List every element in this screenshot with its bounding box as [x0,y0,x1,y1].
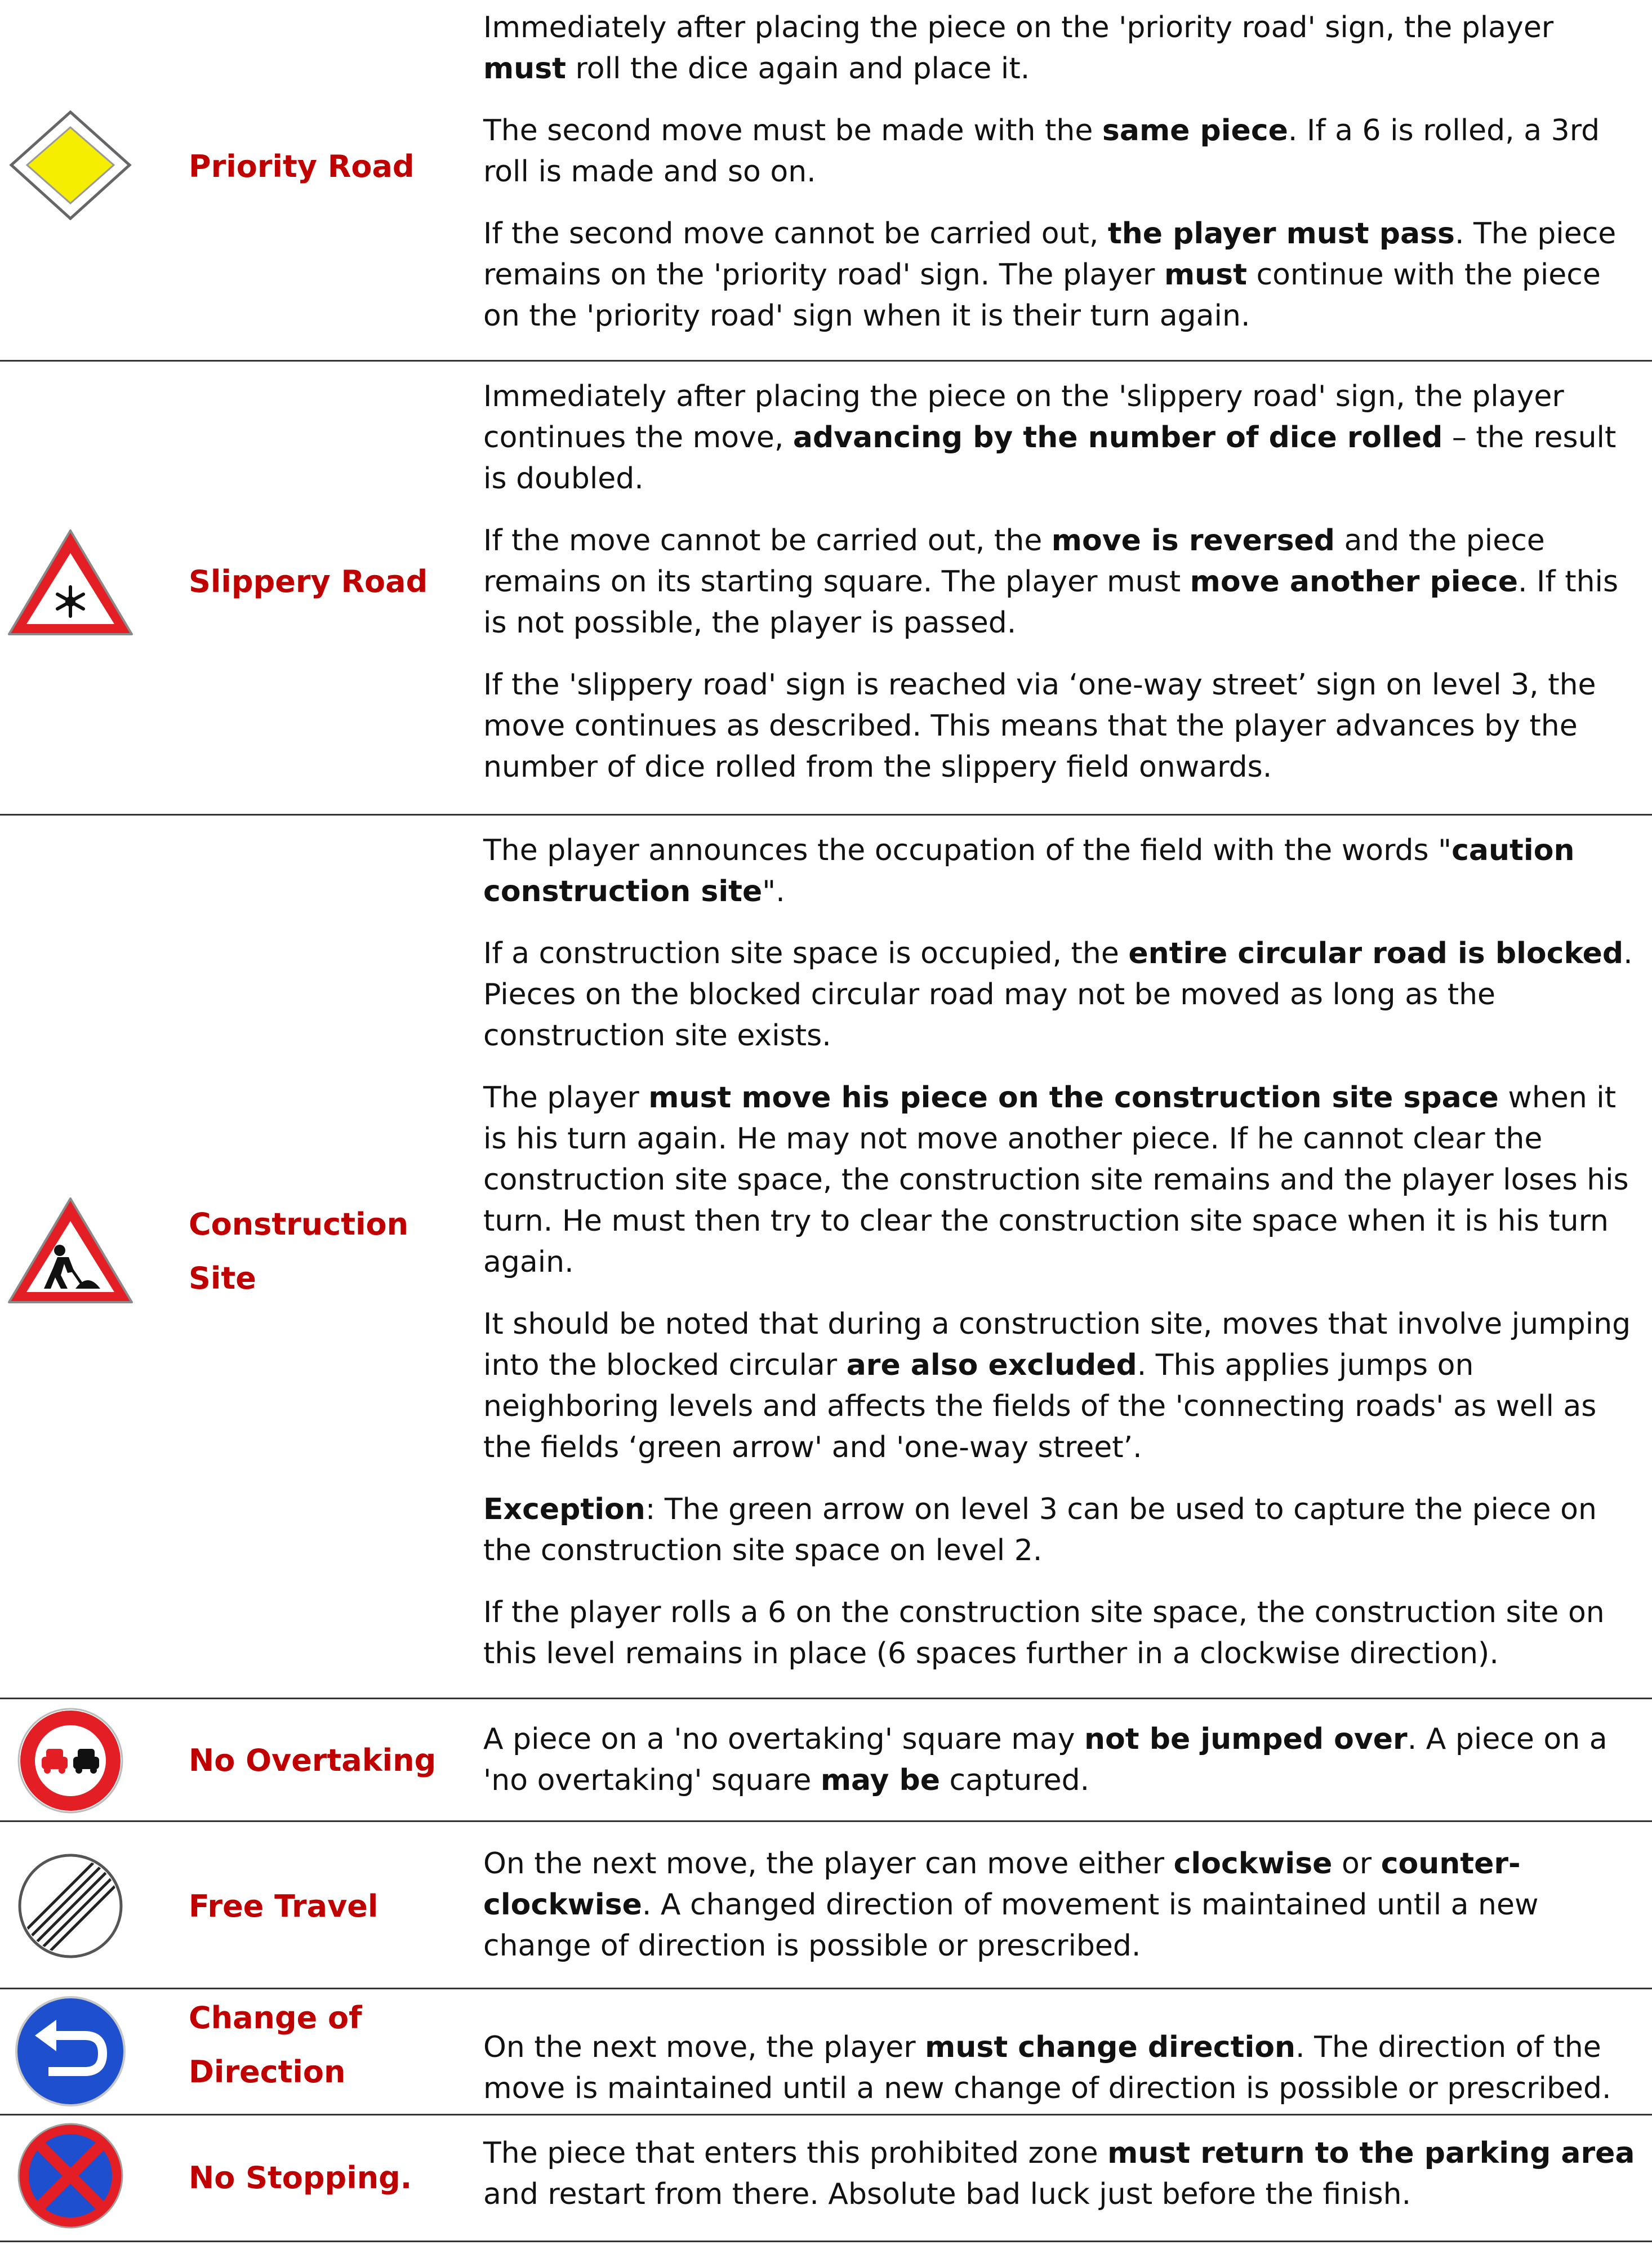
emphasis-text: caution construction site [483,834,1575,908]
term-label: No Stopping. [189,2160,412,2195]
description-paragraph [483,1843,1644,1967]
emphasis-text: advancing by the number of dice rolled [792,421,1443,455]
body-text: The player announces the occupation of the field with the words " [483,834,1452,867]
description-paragraph [483,2133,1644,2215]
body-text: ". [762,875,785,908]
rule-row-no-overtaking [0,1699,1652,1822]
body-text: . If this is not possible, the player is passed. [483,565,1619,640]
description-paragraph [483,1592,1644,1674]
body-text: captured. [940,1763,1090,1797]
emphasis-text: must change direction [925,2030,1296,2064]
term-label: Construction Site [189,1206,409,1296]
term-label: No Overtaking [189,1743,437,1778]
body-text: and restart from there. Absolute bad luck just before the finish. [483,2177,1411,2211]
description-paragraph [483,1489,1644,1571]
emphasis-text: entire circular road is blocked [1128,937,1624,970]
description-paragraph [483,665,1644,788]
body-text: . A changed direction of movement is maintained until a new change of direction is possible or prescribed. [483,1888,1539,1963]
emphasis-text: not be jumped over [1084,1722,1408,1756]
rule-description [483,7,1644,337]
body-text: If the 'slippery road' sign is reached via ‘one-way street’ sign on level 3, the move continues as described. This means that the player advances by the number of dice rolled from the slippery field onwards. [483,668,1596,784]
rule-row-change-of-direction [0,1989,1652,2115]
rule-description [483,2133,1644,2215]
emphasis-text: Exception [483,1493,645,1526]
term-label: Slippery Road [189,564,428,599]
body-text: Immediately after placing the piece on the 'priority road' sign, the player [483,11,1554,44]
end-of-restrictions-sign-icon [6,1851,135,1961]
body-text: or [1332,1847,1381,1881]
construction-site-sign-icon [6,1194,135,1307]
body-text: The player [483,1081,649,1115]
body-text: It should be noted that during a construction site, moves that involve jumping into the blocked circular [483,1307,1631,1382]
body-text: . Pieces on the blocked circular road may not be moved as long as the construction site exists. [483,937,1633,1053]
emphasis-text: must [1164,258,1247,292]
body-text: – the result is doubled. [483,421,1617,496]
body-text: when it is his turn again. He may not move another piece. If he cannot clear the construction site space, the construction site remains and the player loses his turn. He must then try to clear the construction site space when it is his turn again. [483,1081,1629,1279]
description-paragraph [483,520,1644,644]
rule-row-construction-site [0,816,1652,1699]
description-paragraph [483,933,1644,1057]
u-turn-sign-icon [6,1995,135,2108]
no-overtaking-sign-icon [6,1706,135,1815]
body-text: A piece on a 'no overtaking' square may [483,1722,1085,1756]
rule-row-priority-road [0,0,1652,362]
emphasis-text: must return to the parking area [1107,2136,1635,2170]
body-text: If the second move cannot be carried out, [483,217,1108,251]
body-text: and the piece remains on its starting square. The player must [483,524,1545,599]
rule-row-free-travel [0,1822,1652,1989]
emphasis-text: move another piece [1190,565,1518,599]
description-paragraph [483,830,1644,912]
body-text: If the player rolls a 6 on the construction site space, the construction site on this level remains in place (6 spaces further in a clockwise direction). [483,1596,1605,1671]
body-text: . This applies jumps on neighboring levels and affects the fields of the 'connecting roads' as well as the fields ‘green arrow' and 'one-way street’. [483,1348,1597,1464]
description-paragraph [483,7,1644,90]
body-text: . A piece on a 'no overtaking' square [483,1722,1608,1797]
body-text: If a construction site space is occupied, the [483,937,1129,970]
slippery-road-sign-icon [6,526,135,639]
emphasis-text: clockwise [1173,1847,1333,1881]
rule-row-slippery-road [0,362,1652,816]
body-text: . If a 6 is rolled, a 3rd roll is made and so on. [483,114,1600,189]
term-label: Priority Road [189,149,415,184]
description-paragraph [483,213,1644,337]
rule-description [483,1843,1644,1967]
body-text: The piece that enters this prohibited zone [483,2136,1108,2170]
emphasis-text: counter-clockwise [483,1847,1521,1922]
body-text: If the move cannot be carried out, the [483,524,1052,558]
rule-description [483,830,1644,1674]
emphasis-text: move is reversed [1051,524,1335,558]
description-paragraph [483,1719,1644,1801]
body-text: The second move must be made with the [483,114,1102,148]
no-stopping-sign-icon [6,2121,135,2230]
body-text: Immediately after placing the piece on the 'slippery road' sign, the player continues the move, [483,380,1564,455]
body-text: roll the dice again and place it. [566,52,1030,86]
description-paragraph [483,1077,1644,1283]
description-paragraph [483,110,1644,193]
rule-row-no-stopping [0,2115,1652,2242]
emphasis-text: may be [820,1763,941,1797]
body-text: : The green arrow on level 3 can be used to capture the piece on the construction site space on level 2. [483,1493,1597,1567]
rule-description [483,2027,1644,2109]
emphasis-text: must move his piece on the construction site space [648,1081,1499,1115]
body-text: On the next move, the player can move either [483,1847,1174,1881]
emphasis-text: the player must pass [1107,217,1455,251]
term-label: Change of Direction [189,2000,362,2090]
body-text: On the next move, the player [483,2030,925,2064]
body-text: . The direction of the move is maintained until a new change of direction is possible or prescribed. [483,2030,1611,2105]
description-paragraph [483,1304,1644,1468]
body-text: . The piece remains on the 'priority road' sign. The player [483,217,1617,292]
body-text: continue with the piece on the 'priority road' sign when it is their turn again. [483,258,1601,333]
description-paragraph [483,2027,1644,2109]
description-paragraph [483,376,1644,500]
term-label: Free Travel [189,1889,379,1924]
priority-road-sign-icon [6,110,135,220]
rule-description [483,376,1644,788]
emphasis-text: are also excluded [846,1348,1137,1382]
emphasis-text: must [483,52,567,86]
rule-description [483,1719,1644,1801]
emphasis-text: same piece [1102,114,1288,148]
